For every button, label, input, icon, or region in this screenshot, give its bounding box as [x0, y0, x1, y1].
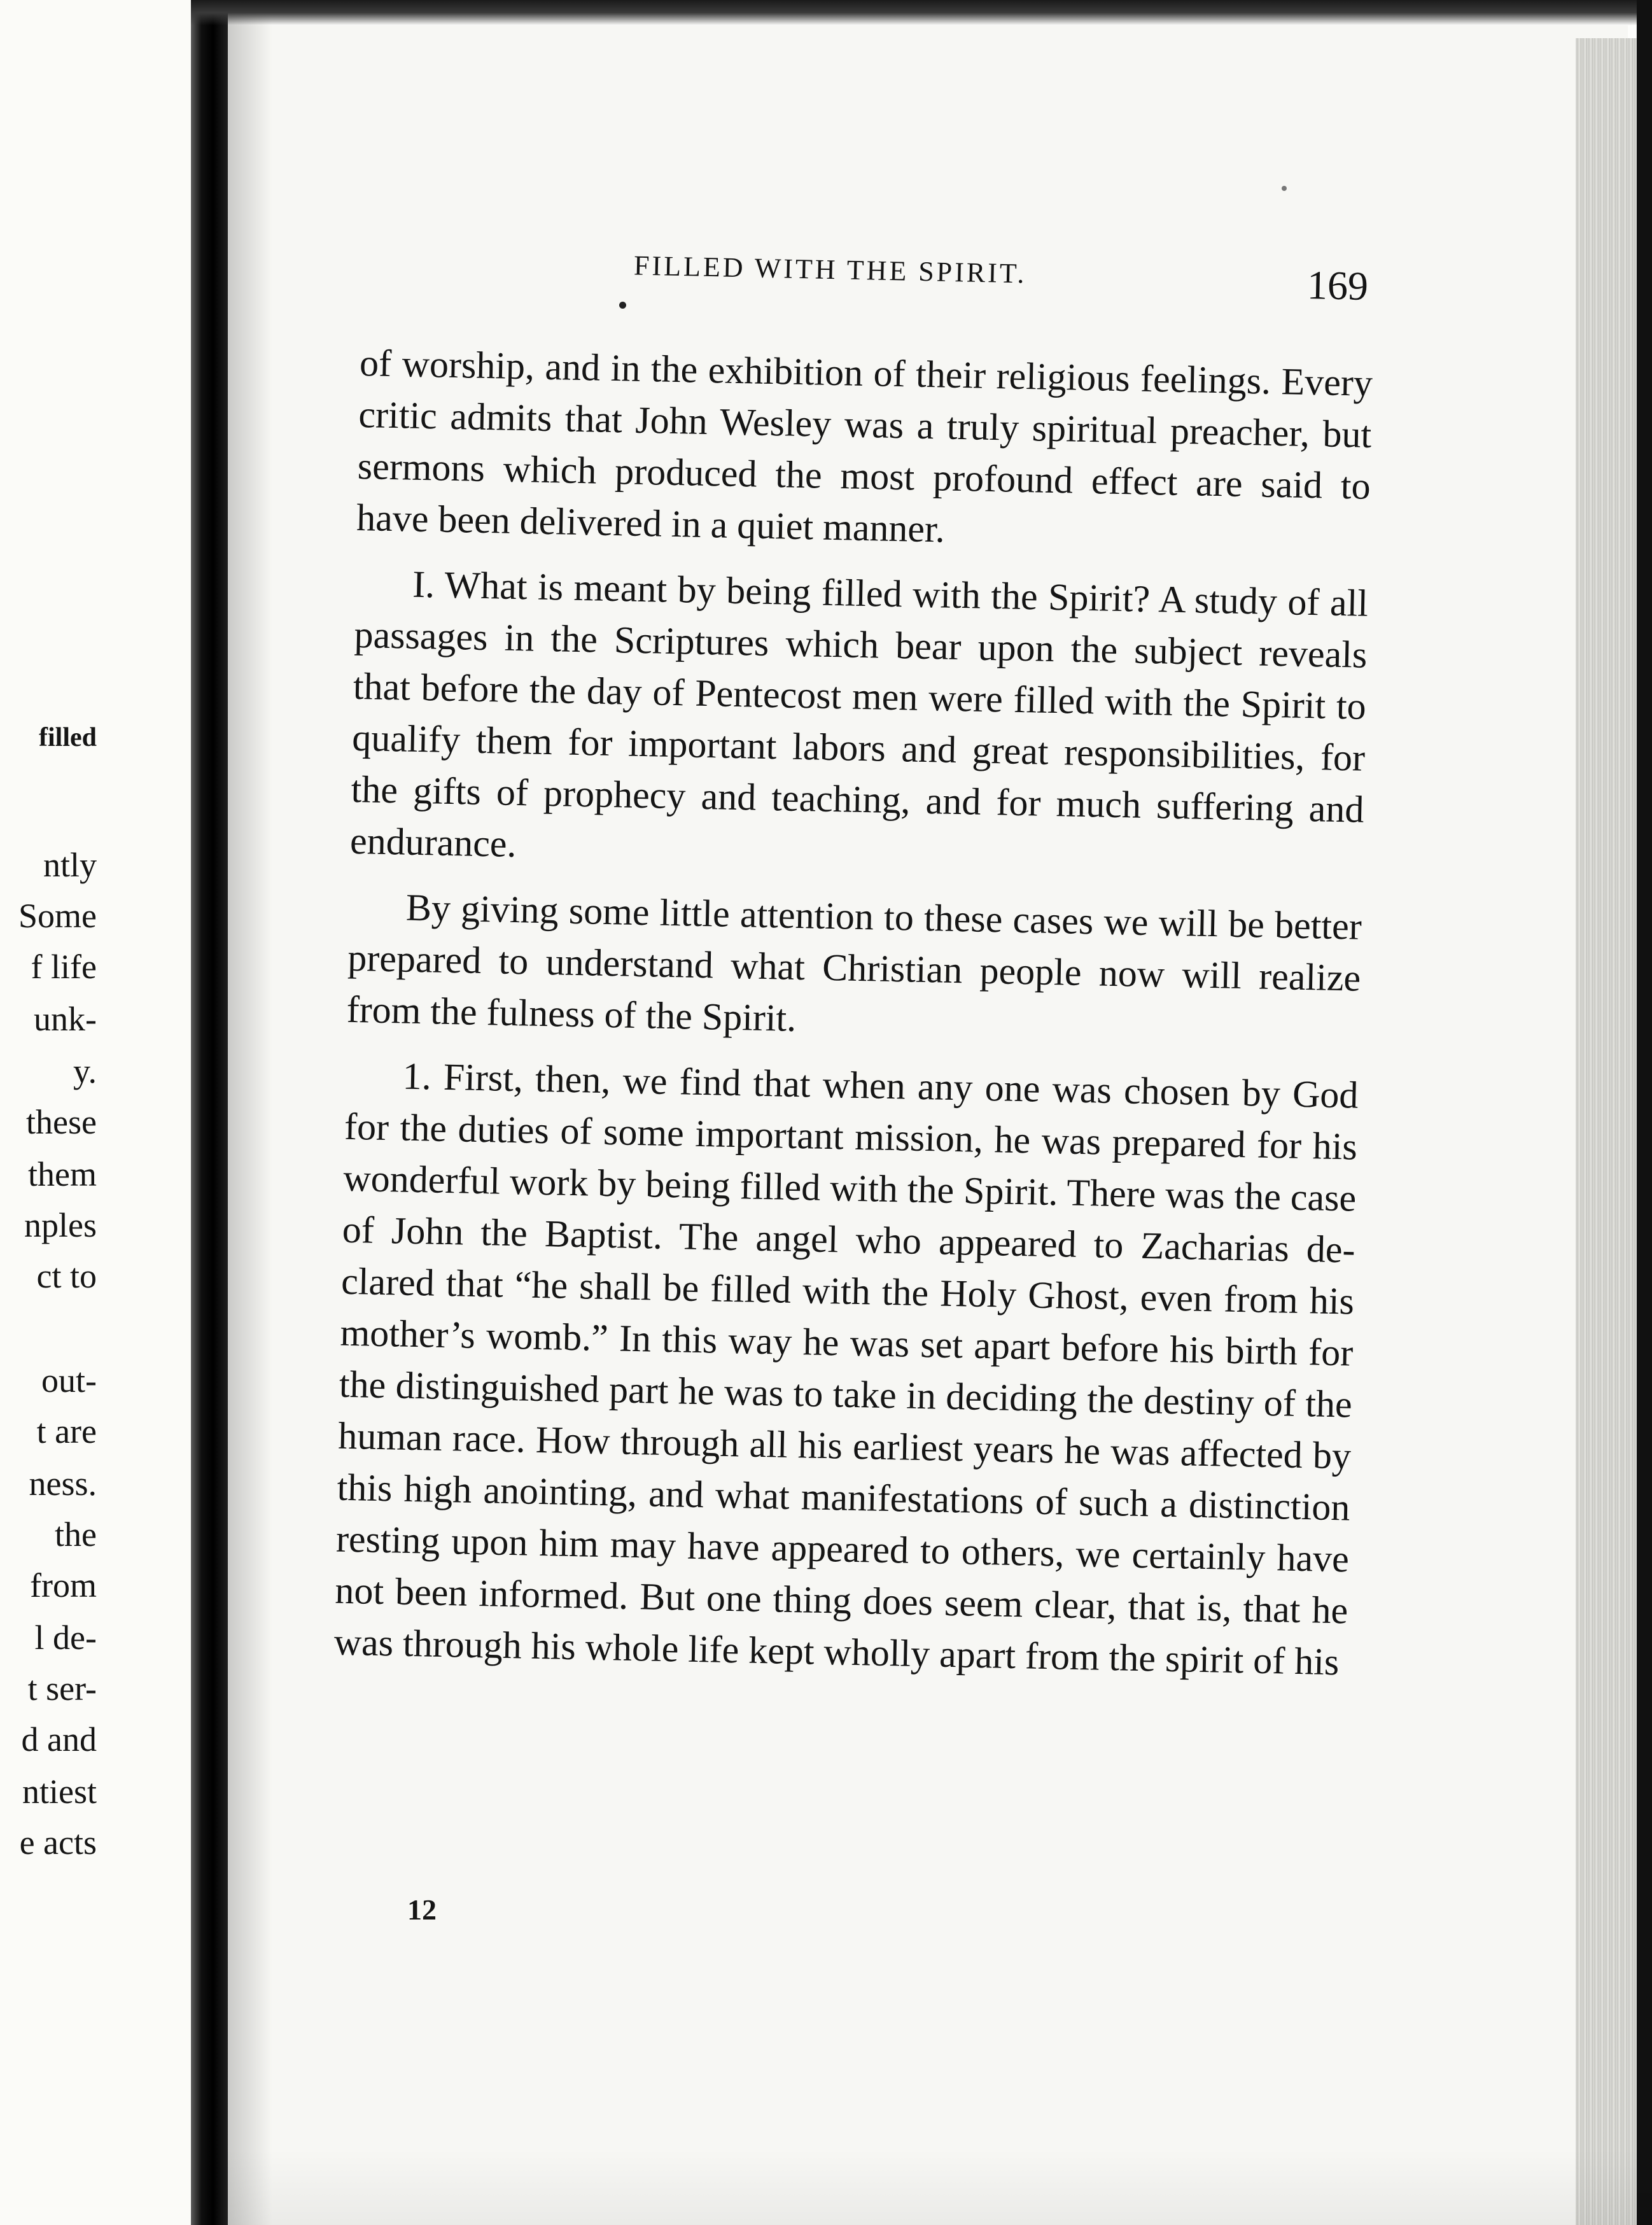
- facing-page-fragment: filled: [39, 723, 97, 752]
- facing-page-fragment: l de-: [34, 1618, 97, 1657]
- facing-page-fragment: e acts: [19, 1823, 97, 1862]
- facing-page-fragment: ntiest: [22, 1772, 97, 1811]
- facing-page-fragment: out-: [41, 1361, 97, 1400]
- paragraph: By giving some little attention to these cases we will be better prepared to understand what Christian people now will realize from the fulness of the Spirit.: [346, 886, 1362, 1039]
- facing-page-fragment: ct to: [36, 1257, 97, 1295]
- facing-page-fragment: d and: [21, 1720, 97, 1758]
- paragraph: 1. First, then, we find that when any one was chosen by God for the duties of some important mission, he was prepared for his wonderful work by being filled with the Spirit. There was the case of John the Baptist. The angel who appeared to Zacharias declared that “he shall be filled with the Holy Ghost, even from his mother’s womb.” In this way he was set apart before his birth for the distinguished part he was to take in deciding the destiny of the human race. How through all his earliest years he was affected by this high anointing, and what manifestations of such a distinction resting upon him may have appeared to others, we certainly have not been informed. But one thing does seem clear, that is, that he was through his whole life kept wholly apart from the spirit of his: [333, 1055, 1359, 1683]
- page-number: 169: [1306, 262, 1369, 309]
- facing-page-fragment: Some: [18, 897, 97, 935]
- facing-page-fragment: ntly: [43, 846, 97, 884]
- facing-page-fragment: nples: [24, 1206, 97, 1244]
- facing-page-fragment: ness.: [29, 1464, 97, 1503]
- facing-page-fragment: y.: [73, 1052, 97, 1090]
- paragraph: of worship, and in the exhibition of their religious feelings. Every critic admits that John Wesley was a truly spiritual preacher, but sermons which produced the most profound effect are said to have been delivered in a quiet manner.: [356, 341, 1373, 551]
- facing-page-fragment: these: [26, 1103, 97, 1141]
- facing-page-fragment: them: [28, 1155, 97, 1193]
- ink-speck: [1282, 186, 1287, 191]
- paragraph: I. What is meant by being filled with the Spirit? A study of all passages in the Scriptures which bear upon the subject reveals that before the day of Pentecost men were filled with the Spirit to qualify them for important labors and great responsibilities, for the gifts of prophecy and teaching, and for much suffering and endurance.: [349, 563, 1369, 866]
- facing-page-fragment: the: [55, 1515, 97, 1554]
- signature-mark: 12: [407, 1893, 437, 1926]
- facing-page-fragment: t ser-: [27, 1669, 97, 1708]
- facing-page-fragment: from: [30, 1566, 97, 1604]
- facing-page-fragment: unk-: [34, 1000, 97, 1038]
- ink-dot: [619, 302, 626, 309]
- facing-page-fragment: t are: [36, 1412, 97, 1450]
- running-head: FILLED WITH THE SPIRIT.: [633, 249, 1027, 290]
- body-text: [333, 337, 1373, 1702]
- facing-page-fragment: f life: [31, 948, 97, 986]
